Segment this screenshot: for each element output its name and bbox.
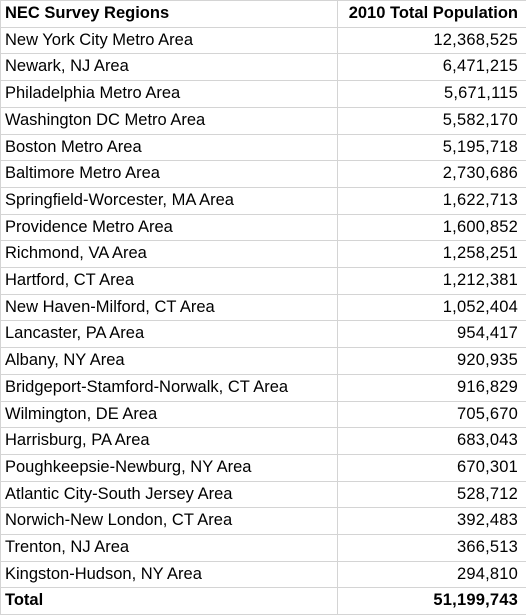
table-row <box>1 134 526 161</box>
region-cell: Bridgeport-Stamford-Norwalk, CT Area <box>1 374 338 401</box>
population-cell: 294,810 <box>338 561 526 588</box>
population-cell: 1,212,381 <box>338 268 526 295</box>
population-cell: 392,483 <box>338 508 526 535</box>
table-header-row <box>1 1 526 28</box>
table-row <box>1 454 526 481</box>
population-cell: 5,671,115 <box>338 81 526 108</box>
population-cell: 954,417 <box>338 321 526 348</box>
table-row <box>1 481 526 508</box>
population-cell: 5,582,170 <box>338 107 526 134</box>
region-cell: New Haven-Milford, CT Area <box>1 294 338 321</box>
total-population: 51,199,743 <box>338 588 526 615</box>
region-cell: Boston Metro Area <box>1 134 338 161</box>
population-cell: 705,670 <box>338 401 526 428</box>
region-cell: Trenton, NJ Area <box>1 535 338 562</box>
region-cell: Harrisburg, PA Area <box>1 428 338 455</box>
region-cell: Lancaster, PA Area <box>1 321 338 348</box>
region-cell: Poughkeepsie-Newburg, NY Area <box>1 454 338 481</box>
population-cell: 1,258,251 <box>338 241 526 268</box>
table-row <box>1 348 526 375</box>
population-cell: 12,368,525 <box>338 27 526 54</box>
population-cell: 528,712 <box>338 481 526 508</box>
region-cell: Richmond, VA Area <box>1 241 338 268</box>
region-cell: Newark, NJ Area <box>1 54 338 81</box>
table-row <box>1 401 526 428</box>
table-row <box>1 561 526 588</box>
region-cell: Providence Metro Area <box>1 214 338 241</box>
region-cell: Baltimore Metro Area <box>1 161 338 188</box>
table-row <box>1 294 526 321</box>
table-row <box>1 107 526 134</box>
total-row <box>1 588 526 615</box>
table-row <box>1 27 526 54</box>
population-cell: 2,730,686 <box>338 161 526 188</box>
table-body <box>1 27 526 614</box>
region-cell: Kingston-Hudson, NY Area <box>1 561 338 588</box>
region-cell: Wilmington, DE Area <box>1 401 338 428</box>
population-cell: 683,043 <box>338 428 526 455</box>
region-cell: New York City Metro Area <box>1 27 338 54</box>
population-cell: 1,052,404 <box>338 294 526 321</box>
region-cell: Washington DC Metro Area <box>1 107 338 134</box>
table-row <box>1 241 526 268</box>
table-row <box>1 428 526 455</box>
population-cell: 1,600,852 <box>338 214 526 241</box>
population-cell: 5,195,718 <box>338 134 526 161</box>
region-cell: Philadelphia Metro Area <box>1 81 338 108</box>
population-cell: 6,471,215 <box>338 54 526 81</box>
table-row <box>1 374 526 401</box>
region-cell: Norwich-New London, CT Area <box>1 508 338 535</box>
population-cell: 1,622,713 <box>338 187 526 214</box>
table-row <box>1 81 526 108</box>
total-label: Total <box>1 588 338 615</box>
table-row <box>1 508 526 535</box>
column-header-population: 2010 Total Population <box>338 1 526 28</box>
table-row <box>1 187 526 214</box>
population-cell: 366,513 <box>338 535 526 562</box>
population-cell: 920,935 <box>338 348 526 375</box>
table-row <box>1 268 526 295</box>
table-row <box>1 214 526 241</box>
region-cell: Springfield-Worcester, MA Area <box>1 187 338 214</box>
population-cell: 916,829 <box>338 374 526 401</box>
table-row <box>1 54 526 81</box>
population-cell: 670,301 <box>338 454 526 481</box>
table-row <box>1 321 526 348</box>
region-cell: Hartford, CT Area <box>1 268 338 295</box>
table-row <box>1 161 526 188</box>
region-cell: Albany, NY Area <box>1 348 338 375</box>
table-row <box>1 535 526 562</box>
region-cell: Atlantic City-South Jersey Area <box>1 481 338 508</box>
column-header-region: NEC Survey Regions <box>1 1 338 28</box>
